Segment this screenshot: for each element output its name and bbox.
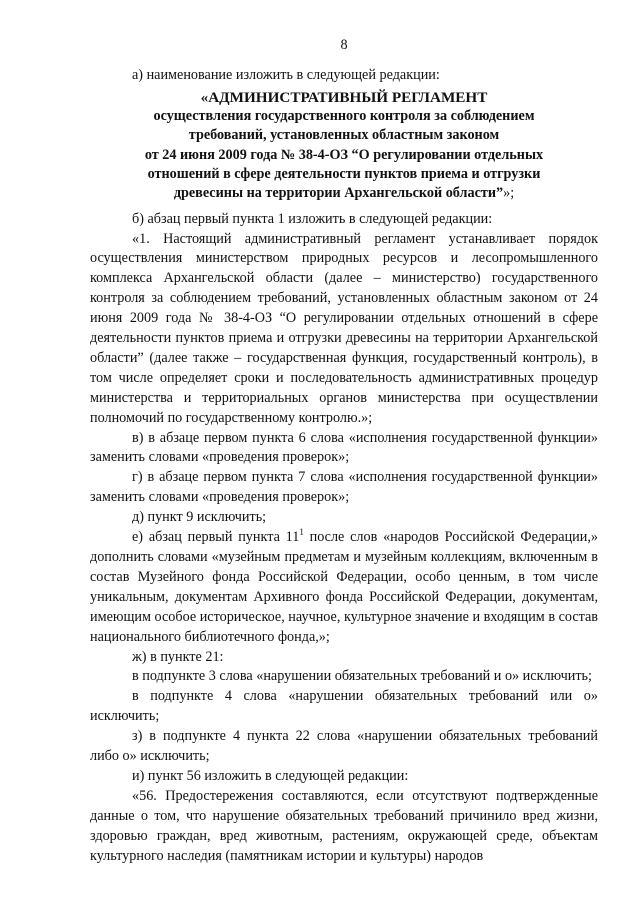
paragraph-d: д) пункт 9 исключить;	[132, 509, 267, 526]
paragraph-item-56: «56. Предостережения составляются, если отсутствуют подтвержденные данные о том, что нарушение обязательных требований причинило вред жизни, здоровью граждан, вред животным, растениям, окружающей среде, объектам культурного наследия (памятникам истории и культуры) народов	[90, 787, 598, 864]
paragraph-e-pre: е) абзац первый пункта 11	[132, 529, 300, 546]
title-line-2: осуществления государственного контроля за соблюдением	[153, 108, 535, 125]
paragraph-e-post: после слов «народов Российской Федерации,» дополнить словами «музейным предметам и музейным коллекциям, включенным в состав Музейного фонда Российской Федерации, особо ценным, в том числе уникальным, документам Архивного фонда Российской Федерации, документам, имеющим особое историческое, научное, культурное значение и входящим в состав национального библиотечного фонда,»;	[90, 529, 599, 645]
title-line-6	[90, 184, 598, 203]
paragraph-a: а) наименование изложить в следующей редакции:	[132, 66, 440, 83]
paragraph-v: в) в абзаце первом пункта 6 слова «исполнения государственной функции» заменить словами «проведения проверок»;	[90, 429, 598, 466]
paragraph-zh-sub-4: в подпункте 4 слова «нарушении обязательных требований или о» исключить;	[90, 688, 598, 725]
title-line-1: «АДМИНИСТРАТИВНЫЙ РЕГЛАМЕНТ	[200, 88, 488, 106]
title-line-5: отношений в сфере деятельности пунктов приема и отгрузки	[147, 166, 541, 182]
paragraph-i: и) пункт 56 изложить в следующей редакции:	[132, 767, 409, 784]
paragraph-e-superscript: 1	[299, 527, 304, 538]
paragraph-b: б) абзац первый пункта 1 изложить в следующей редакции:	[132, 210, 493, 227]
paragraph-e	[90, 528, 598, 647]
paragraph-g: г) в абзаце первом пункта 7 слова «исполнения государственной функции» заменить словами «проведения проверок»;	[90, 469, 598, 506]
title-line-6-bold: древесины на территории Архангельской области”	[173, 185, 504, 202]
title-line-3: требований, установленных областным законом	[188, 127, 500, 144]
paragraph-item-1: «1. Настоящий административный регламент устанавливает порядок осуществления министерством природных ресурсов и лесопромышленного комплекса Архангельской области (далее – министерство) государственного контроля за соблюдением требований, установленных областным законом от 24 июня 2009 года № 38-4-ОЗ “О регулировании отдельных отношений в сфере деятельности пунктов приема и отгрузки древесины на территории Архангельской области” (далее также – государственная функция, государственный контроль), в том числе определяет сроки и последовательность административных процедур министерства и территориальных органов министерства при осуществлении полномочий по государственному контролю.»;	[90, 230, 598, 426]
title-line-4: от 24 июня 2009 года № 38-4-ОЗ “О регулировании отдельных	[144, 146, 544, 163]
regulation-title	[90, 88, 598, 204]
paragraph-zh: ж) в пункте 21:	[132, 648, 224, 665]
paragraph-zh-sub-3: в подпункте 3 слова «нарушении обязательных требований и о» исключить;	[132, 668, 592, 685]
page-number: 8	[340, 37, 348, 53]
title-line-6-tail: »;	[503, 185, 515, 202]
paragraph-z: з) в подпункте 4 пункта 22 слова «нарушении обязательных требований либо о» исключить;	[90, 728, 598, 765]
